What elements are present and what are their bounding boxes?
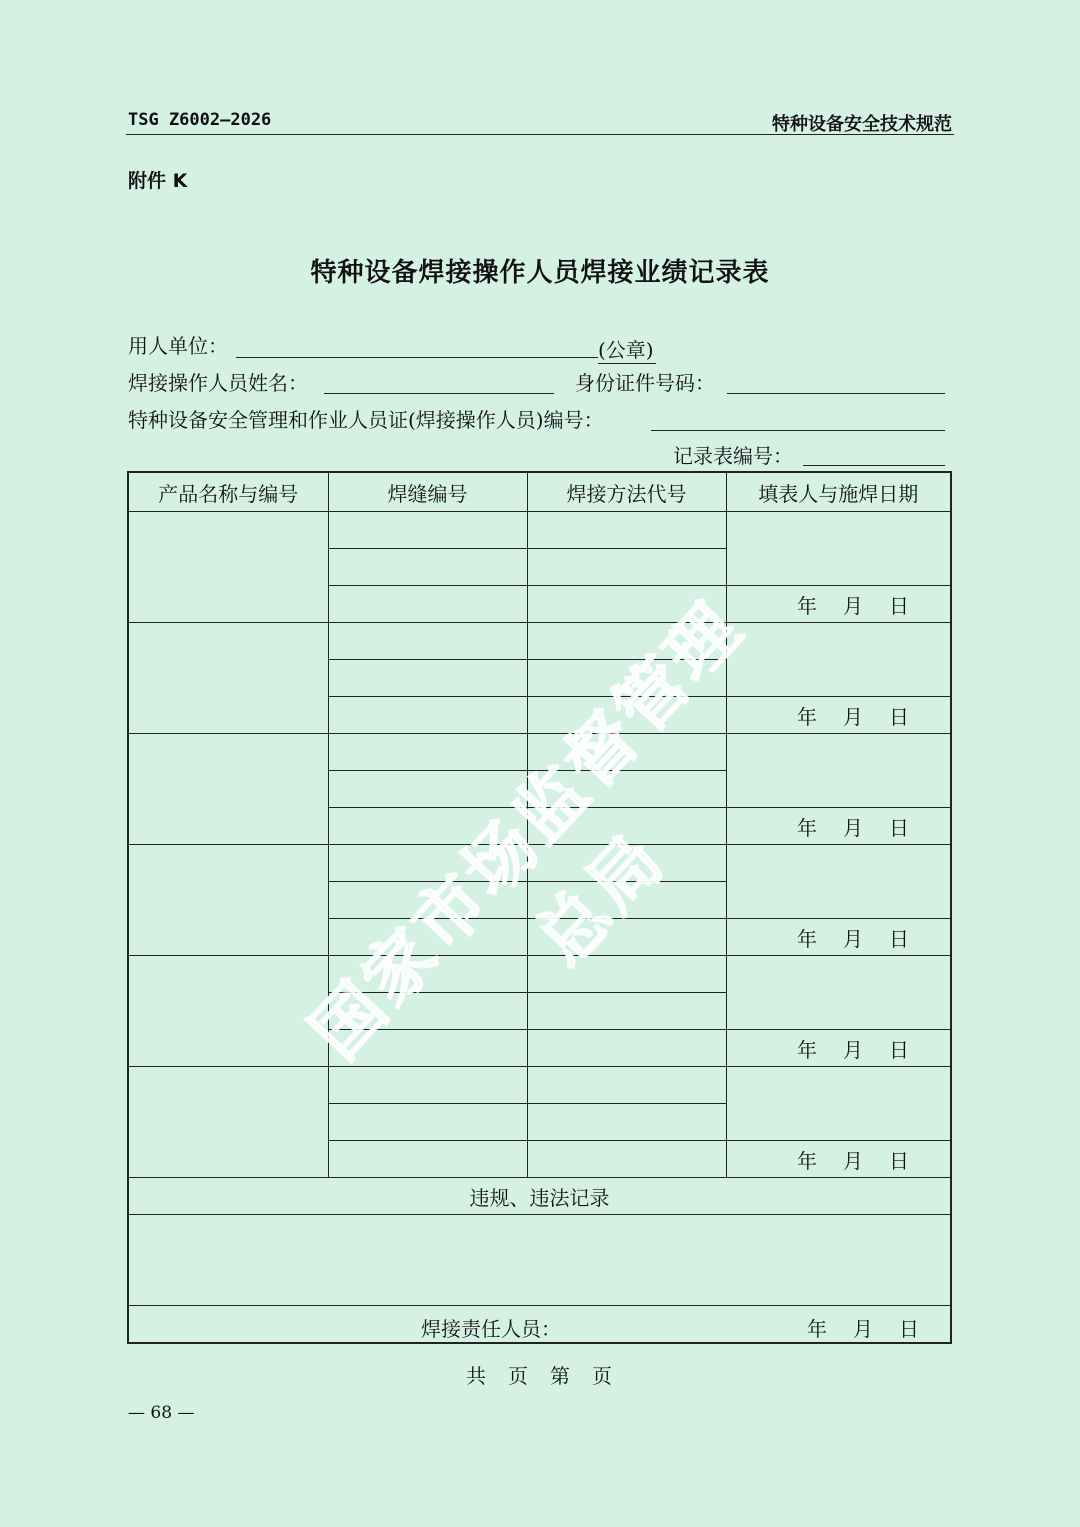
date-year-label: 年 bbox=[797, 1148, 817, 1173]
record-body bbox=[128, 512, 951, 1178]
date-day-label: 日 bbox=[889, 926, 909, 951]
operator-name-label: 焊接操作人员姓名： bbox=[128, 371, 308, 395]
date-month-label: 月 bbox=[843, 926, 863, 951]
date-day-label: 日 bbox=[899, 1317, 919, 1341]
product-cell[interactable] bbox=[128, 623, 328, 734]
date-year-label: 年 bbox=[797, 1037, 817, 1062]
table-row bbox=[128, 1067, 951, 1104]
welding-method-cell[interactable] bbox=[527, 586, 726, 623]
header-rule bbox=[126, 134, 954, 135]
product-cell[interactable] bbox=[128, 845, 328, 956]
welding-method-cell[interactable] bbox=[527, 734, 726, 771]
page-counter bbox=[0, 1360, 1080, 1389]
table-row bbox=[128, 512, 951, 549]
weld-number-cell[interactable] bbox=[328, 734, 527, 771]
filler-cell[interactable] bbox=[726, 734, 951, 808]
weld-date-cell[interactable] bbox=[726, 1141, 951, 1178]
date-year-label: 年 bbox=[797, 815, 817, 840]
date-month-label: 月 bbox=[843, 593, 863, 618]
column-header-product: 产品名称与编号 bbox=[128, 472, 328, 512]
date-year-label: 年 bbox=[807, 1317, 827, 1341]
standard-series: 特种设备安全技术规范 bbox=[772, 114, 952, 135]
responsible-date bbox=[794, 1313, 932, 1342]
weld-number-cell[interactable] bbox=[328, 882, 527, 919]
date-month-label: 月 bbox=[843, 1148, 863, 1173]
product-cell[interactable] bbox=[128, 512, 328, 623]
weld-number-cell[interactable] bbox=[328, 512, 527, 549]
seal-label: (公章) bbox=[598, 334, 656, 364]
welding-method-cell[interactable] bbox=[527, 660, 726, 697]
weld-number-cell[interactable] bbox=[328, 771, 527, 808]
weld-number-cell[interactable] bbox=[328, 1030, 527, 1067]
welding-method-cell[interactable] bbox=[527, 919, 726, 956]
date-month-label: 月 bbox=[853, 1317, 873, 1341]
weld-date-cell[interactable] bbox=[726, 697, 951, 734]
record-number-field[interactable] bbox=[803, 465, 945, 466]
column-header-welding-method: 焊接方法代号 bbox=[527, 472, 726, 512]
table-row bbox=[128, 956, 951, 993]
welding-method-cell[interactable] bbox=[527, 882, 726, 919]
table-row bbox=[128, 734, 951, 771]
welding-method-cell[interactable] bbox=[527, 1104, 726, 1141]
column-header-weld-number: 焊缝编号 bbox=[328, 472, 527, 512]
welding-method-cell[interactable] bbox=[527, 697, 726, 734]
date-year-label: 年 bbox=[797, 704, 817, 729]
weld-number-cell[interactable] bbox=[328, 697, 527, 734]
weld-number-cell[interactable] bbox=[328, 1141, 527, 1178]
date-day-label: 日 bbox=[889, 815, 909, 840]
filler-cell[interactable] bbox=[726, 1067, 951, 1141]
date-year-label: 年 bbox=[797, 593, 817, 618]
weld-number-cell[interactable] bbox=[328, 993, 527, 1030]
certificate-label: 特种设备安全管理和作业人员证(焊接操作人员)编号： bbox=[128, 408, 604, 432]
welding-method-cell[interactable] bbox=[527, 845, 726, 882]
pager-total-suffix: 页 bbox=[508, 1364, 530, 1388]
certificate-field[interactable] bbox=[651, 430, 945, 431]
weld-number-cell[interactable] bbox=[328, 808, 527, 845]
weld-number-cell[interactable] bbox=[328, 1067, 527, 1104]
violation-content-row bbox=[128, 1215, 951, 1306]
weld-number-cell[interactable] bbox=[328, 919, 527, 956]
responsible-row bbox=[128, 1306, 951, 1344]
column-header-filler-date: 填表人与施焊日期 bbox=[726, 472, 951, 512]
welding-method-cell[interactable] bbox=[527, 549, 726, 586]
welding-method-cell[interactable] bbox=[527, 1067, 726, 1104]
weld-number-cell[interactable] bbox=[328, 956, 527, 993]
standard-code: TSG Z6002—2026 bbox=[128, 110, 272, 130]
welding-method-cell[interactable] bbox=[527, 808, 726, 845]
welding-method-cell[interactable] bbox=[527, 956, 726, 993]
product-cell[interactable] bbox=[128, 734, 328, 845]
date-day-label: 日 bbox=[889, 1037, 909, 1062]
responsible-cell[interactable] bbox=[128, 1306, 951, 1344]
weld-date-cell[interactable] bbox=[726, 919, 951, 956]
record-table bbox=[127, 471, 952, 1344]
employer-field[interactable] bbox=[236, 357, 598, 358]
table-row bbox=[128, 623, 951, 660]
id-number-field[interactable] bbox=[727, 393, 945, 394]
pager-total-prefix: 共 bbox=[466, 1364, 488, 1388]
weld-date-cell[interactable] bbox=[726, 586, 951, 623]
id-number-label: 身份证件号码： bbox=[575, 371, 715, 395]
table-row bbox=[128, 845, 951, 882]
product-cell[interactable] bbox=[128, 1067, 328, 1178]
employer-label: 用人单位： bbox=[128, 334, 228, 358]
weld-number-cell[interactable] bbox=[328, 586, 527, 623]
weld-date-cell[interactable] bbox=[726, 808, 951, 845]
welding-method-cell[interactable] bbox=[527, 623, 726, 660]
filler-cell[interactable] bbox=[726, 512, 951, 586]
page-title: 特种设备焊接操作人员焊接业绩记录表 bbox=[310, 258, 770, 288]
weld-number-cell[interactable] bbox=[328, 623, 527, 660]
operator-name-field[interactable] bbox=[324, 393, 554, 394]
watermark: 国家市场监督管理总局 bbox=[295, 585, 759, 1075]
date-month-label: 月 bbox=[843, 704, 863, 729]
date-month-label: 月 bbox=[843, 815, 863, 840]
annex-label: 附件 K bbox=[128, 170, 188, 192]
record-number-label: 记录表编号： bbox=[673, 444, 793, 468]
welding-method-cell[interactable] bbox=[527, 1141, 726, 1178]
responsible-label: 焊接责任人员： bbox=[421, 1317, 561, 1341]
product-cell[interactable] bbox=[128, 956, 328, 1067]
pager-current-suffix: 页 bbox=[592, 1364, 614, 1388]
weld-date-cell[interactable] bbox=[726, 1030, 951, 1067]
welding-method-cell[interactable] bbox=[527, 1030, 726, 1067]
date-day-label: 日 bbox=[889, 1148, 909, 1173]
weld-number-cell[interactable] bbox=[328, 549, 527, 586]
violation-content-cell[interactable] bbox=[128, 1215, 951, 1306]
filler-cell[interactable] bbox=[726, 623, 951, 697]
violation-header-row bbox=[128, 1178, 951, 1215]
violation-header: 违规、违法记录 bbox=[128, 1178, 951, 1215]
date-day-label: 日 bbox=[889, 704, 909, 729]
weld-number-cell[interactable] bbox=[328, 1104, 527, 1141]
pager-current-prefix: 第 bbox=[550, 1364, 572, 1388]
welding-method-cell[interactable] bbox=[527, 993, 726, 1030]
page-number: — 68 — bbox=[128, 1403, 195, 1423]
date-day-label: 日 bbox=[889, 593, 909, 618]
weld-number-cell[interactable] bbox=[328, 845, 527, 882]
filler-cell[interactable] bbox=[726, 956, 951, 1030]
welding-method-cell[interactable] bbox=[527, 512, 726, 549]
welding-method-cell[interactable] bbox=[527, 771, 726, 808]
filler-cell[interactable] bbox=[726, 845, 951, 919]
date-month-label: 月 bbox=[843, 1037, 863, 1062]
date-year-label: 年 bbox=[797, 926, 817, 951]
weld-number-cell[interactable] bbox=[328, 660, 527, 697]
table-header-row bbox=[128, 472, 951, 512]
